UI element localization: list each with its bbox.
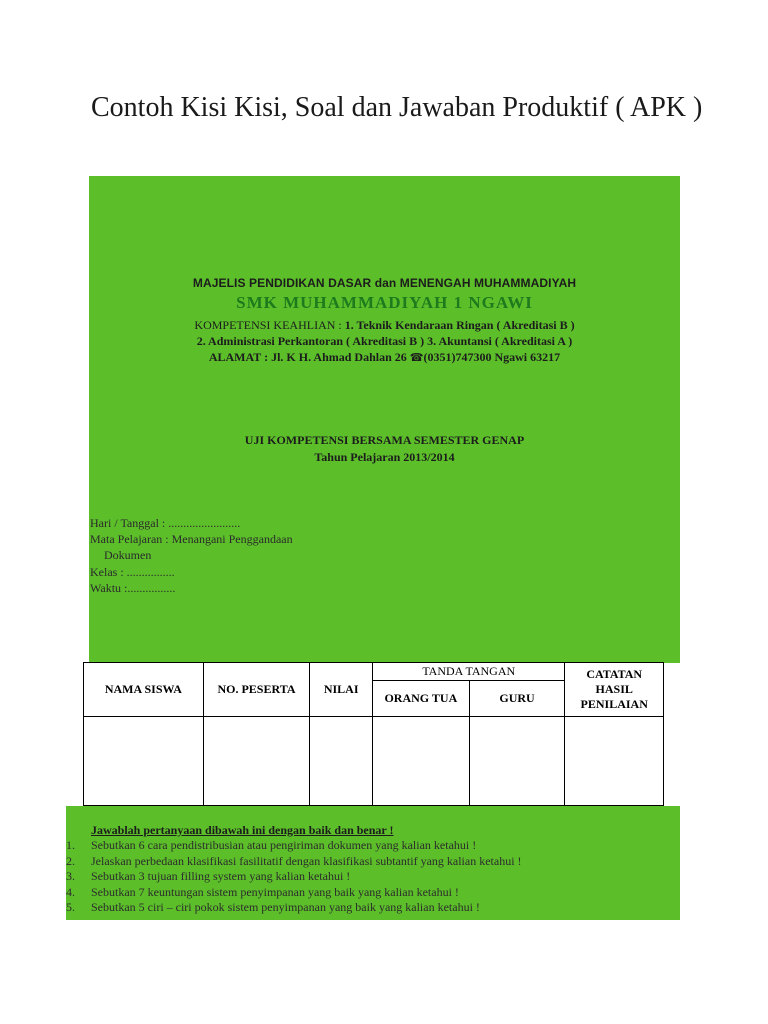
question-text: Sebutkan 6 cara pendistribusian atau pengiriman dokumen yang kalian ketahui ! [91,838,477,852]
question-list [66,838,522,916]
question-number: 2. [66,853,75,868]
telephone-icon: ☎ [409,351,424,364]
info-mapel: Mata Pelajaran : Menangani Penggandaan [90,532,293,546]
cell-nilai[interactable] [310,717,373,806]
list-item [66,854,522,870]
question-text: Sebutkan 3 tujuan filling system yang kalian ketahui ! [91,869,351,883]
kompetensi-label: KOMPETENSI KEAHLIAN : [194,318,342,332]
cell-no-peserta[interactable] [203,717,310,806]
instruction-text: Jawablah pertanyaan dibawah ini dengan baik dan benar ! [91,823,394,837]
cell-nama-siswa[interactable] [84,717,204,806]
header-nilai: NILAI [310,663,373,717]
question-number: 4. [66,884,75,899]
list-item [66,869,522,885]
info-mapel-cont: Dokumen [104,548,152,562]
cell-orang-tua[interactable] [373,717,470,806]
cell-guru[interactable] [469,717,565,806]
question-number: 3. [66,869,75,883]
question-text: Sebutkan 5 ciri – ciri pokok sistem penyimpanan yang baik yang kalian ketahui ! [91,900,480,914]
exam-title: UJI KOMPETENSI BERSAMA SEMESTER GENAP [244,433,525,447]
question-text: Jelaskan perbedaan klasifikasi fasilitatif dengan klasifikasi subtantif yang kalian ketahui ! [91,853,522,868]
header-orang-tua: ORANG TUA [373,681,470,717]
info-waktu: Waktu :................ [90,581,176,595]
info-kelas: Kelas : ................ [90,565,175,579]
exam-year: Tahun Pelajaran 2013/2014 [314,450,455,464]
kompetensi-2-3: 2. Administrasi Perkantoran ( Akreditasi B ) 3. Akuntansi ( Akreditasi A ) [196,334,573,348]
cell-catatan[interactable] [565,717,664,806]
kompetensi-1: 1. Teknik Kendaraan Ringan ( Akreditasi B ) [344,318,575,332]
address-text: ALAMAT : Jl. K H. Ahmad Dahlan 26 [208,350,407,364]
document-header-panel [89,176,680,663]
header-guru: GURU [469,681,565,717]
school-name: SMK MUHAMMADIYAH 1 NGAWI [236,293,533,312]
list-item [66,885,522,901]
score-table [83,662,664,806]
list-item [66,900,522,916]
majelis-heading: MAJELIS PENDIDIKAN DASAR dan MENENGAH MUHAMMADIYAH [192,276,577,290]
question-text: Sebutkan 7 keuntungan sistem penyimpanan yang baik yang kalian ketahui ! [91,884,459,899]
list-item [66,838,522,854]
phone-number: (0351)747300 Ngawi 63217 [423,350,561,364]
address-line [89,350,680,365]
header-tanda-tangan: TANDA TANGAN [373,663,565,681]
question-number: 1. [66,838,75,852]
header-nama-siswa: NAMA SISWA [84,663,204,717]
header-no-peserta: NO. PESERTA [203,663,310,717]
question-number: 5. [66,900,75,914]
info-hari: Hari / Tanggal : ........................ [90,516,241,530]
page-title: Contoh Kisi Kisi, Soal dan Jawaban Produktif ( APK ) [91,92,703,123]
header-catatan: CATATAN HASIL PENILAIAN [565,663,664,717]
kompetensi-line [89,318,680,333]
